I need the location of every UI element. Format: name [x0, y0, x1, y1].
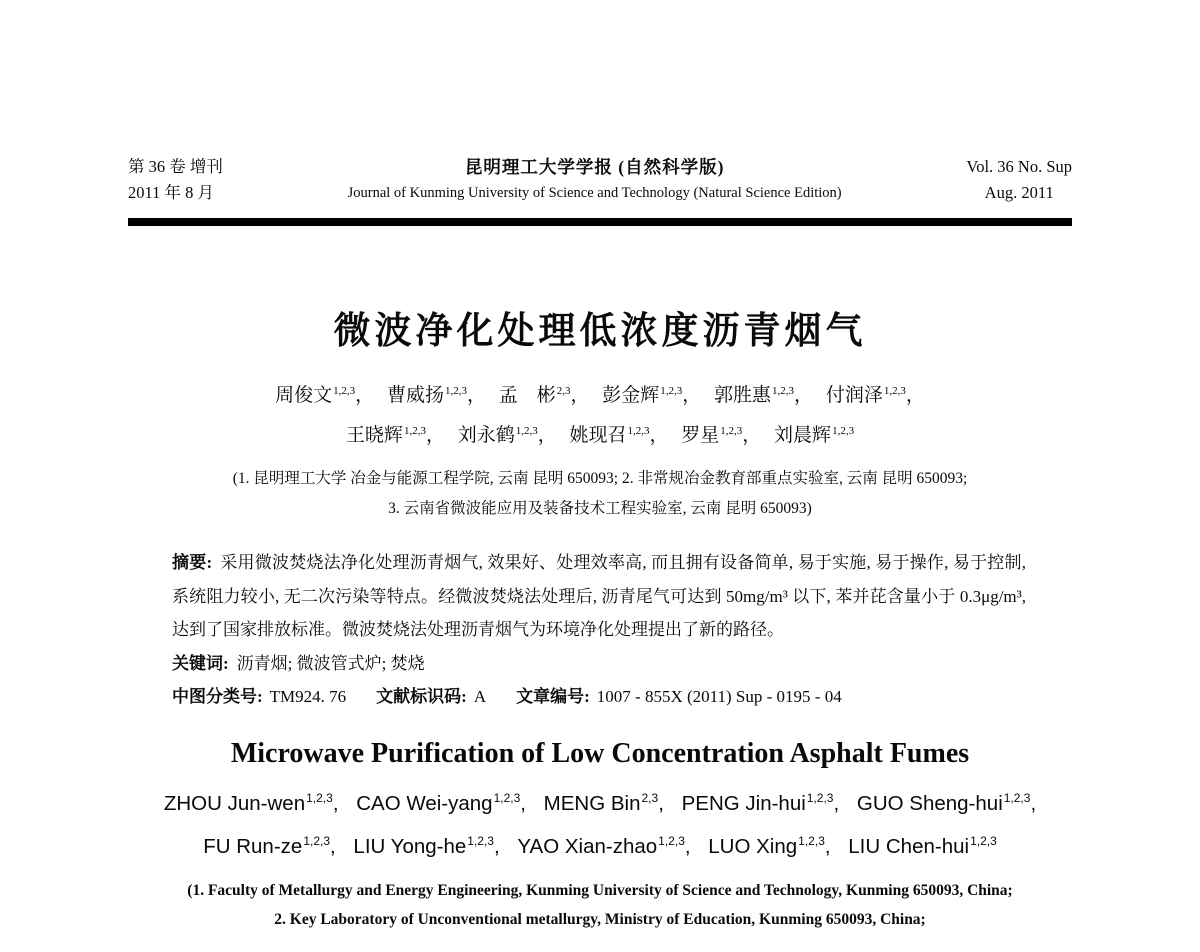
author-separator: ， — [682, 385, 702, 406]
author-separator: ， — [466, 385, 486, 406]
authors-cn — [128, 376, 1072, 456]
author-affiliation-superscript: 1,2,3 — [303, 833, 331, 848]
author-cn — [499, 385, 590, 406]
author-separator: , — [520, 791, 526, 815]
author-cn — [387, 385, 486, 406]
author-name: 王晓辉 — [345, 425, 403, 446]
author-separator: , — [658, 791, 664, 815]
author-affiliation-superscript: 1,2,3 — [832, 424, 855, 437]
abstract-paragraph — [172, 546, 1026, 647]
authors-en-line2 — [128, 825, 1072, 868]
author-en — [682, 792, 840, 815]
affiliation-cn — [128, 464, 1072, 524]
article-id-label: 文章编号: — [516, 687, 590, 706]
article-id-value: 1007 - 855X (2011) Sup - 0195 - 04 — [596, 687, 842, 706]
author-affiliation-superscript: 2,3 — [556, 384, 571, 397]
author-cn — [275, 385, 374, 406]
journal-header — [128, 154, 1072, 206]
author-separator: ， — [355, 385, 375, 406]
author-separator: , — [1030, 791, 1037, 815]
author-name: MENG Bin — [543, 791, 641, 815]
author-name: 彭金辉 — [602, 385, 660, 406]
author-en — [356, 792, 526, 815]
classification-line — [172, 680, 1026, 714]
author-name: CAO Wei-yang — [356, 791, 493, 815]
author-en — [848, 835, 997, 858]
author-en — [517, 835, 690, 858]
author-separator: ， — [425, 425, 445, 446]
author-affiliation-superscript: 1,2,3 — [515, 424, 538, 437]
author-affiliation-superscript: 1,2,3 — [333, 384, 356, 397]
author-en — [544, 792, 664, 815]
author-cn — [826, 385, 925, 406]
author-name: 周俊文 — [275, 385, 333, 406]
author-cn — [681, 425, 761, 446]
author-separator: ， — [742, 425, 762, 446]
author-en — [353, 835, 499, 858]
abstract-text: 采用微波焚烧法净化处理沥青烟气, 效果好、处理效率高, 而且拥有设备简单, 易于实施, 易于操作, 易于控制, 系统阻力较小, 无二次污染等特点。经微波焚烧法处理后, 沥青尾气可达到 50mg/m³ 以下, 苯并芘含量小于 0.3μg/m³, 达到了国家排放标准。微波焚烧法处理沥青烟气为环境净化处理提出了新的路径。 — [172, 553, 1026, 639]
author-affiliation-superscript: 1,2,3 — [493, 790, 521, 805]
clc-label: 中图分类号: — [172, 687, 263, 706]
author-separator: , — [332, 791, 339, 815]
journal-volume-cn: 第 36 卷 增刊 — [128, 157, 223, 176]
abstract-label: 摘要: — [172, 553, 213, 572]
article-title-en: Microwave Purification of Low Concentration Asphalt Fumes — [230, 737, 970, 769]
author-cn — [714, 385, 813, 406]
author-cn — [346, 425, 445, 446]
clc-value: TM924. 76 — [269, 687, 347, 706]
author-name: 郭胜惠 — [714, 385, 772, 406]
affiliation-cn-line1: (1. 昆明理工大学 冶金与能源工程学院, 云南 昆明 650093; 2. 非常规冶金教育部重点实验室, 云南 昆明 650093; — [232, 470, 968, 487]
keywords-label: 关键词: — [172, 653, 229, 673]
author-en — [857, 792, 1036, 815]
author-name: 孟 彬 — [498, 385, 556, 406]
author-name: 曹威扬 — [386, 385, 444, 406]
author-name: 付润泽 — [825, 385, 883, 406]
author-cn — [602, 385, 701, 406]
author-separator: , — [493, 834, 500, 858]
author-en — [203, 835, 336, 858]
author-affiliation-superscript: 2,3 — [641, 790, 659, 805]
author-name: 姚现召 — [569, 425, 627, 446]
journal-volume-en: Vol. 36 No. Sup — [966, 157, 1072, 176]
author-name: LUO Xing — [708, 834, 798, 858]
author-name: LIU Yong-he — [353, 834, 467, 858]
author-affiliation-superscript: 1,2,3 — [772, 384, 795, 397]
authors-cn-line2 — [128, 416, 1072, 456]
author-name: ZHOU Jun-wen — [163, 791, 306, 815]
author-name: PENG Jin-hui — [681, 791, 806, 815]
author-affiliation-superscript: 1,2,3 — [720, 424, 743, 437]
author-affiliation-superscript: 1,2,3 — [1003, 790, 1031, 805]
author-name: 罗星 — [681, 425, 720, 446]
journal-title-block — [223, 154, 967, 206]
abstract-block — [128, 546, 1072, 714]
author-separator: ， — [794, 385, 814, 406]
author-separator: ， — [649, 425, 669, 446]
authors-cn-line1 — [128, 376, 1072, 416]
author-en — [164, 792, 339, 815]
journal-title-en: Journal of Kunming University of Science and Technology (Natural Science Edition) — [347, 185, 842, 201]
author-affiliation-superscript: 1,2,3 — [660, 384, 683, 397]
author-cn — [774, 425, 854, 446]
author-name: YAO Xian-zhao — [517, 834, 658, 858]
author-affiliation-superscript: 1,2,3 — [627, 424, 650, 437]
author-separator: , — [330, 834, 336, 858]
author-affiliation-superscript: 1,2,3 — [306, 790, 333, 805]
author-affiliation-superscript: 1,2,3 — [806, 790, 834, 805]
author-name: 刘永鹤 — [457, 425, 515, 446]
author-affiliation-superscript: 1,2,3 — [883, 384, 906, 397]
affiliation-en — [128, 876, 1072, 934]
author-affiliation-superscript: 1,2,3 — [970, 833, 997, 848]
article-title-cn: 微波净化处理低浓度沥青烟气 — [333, 310, 867, 351]
keywords-line — [172, 647, 1026, 681]
header-rule — [128, 218, 1072, 226]
author-affiliation-superscript: 1,2,3 — [798, 833, 825, 848]
journal-date-en: Aug. 2011 — [984, 183, 1054, 202]
author-separator: ， — [537, 425, 557, 446]
journal-issue-info-cn — [128, 154, 223, 206]
paper-page — [128, 0, 1072, 934]
journal-issue-info-en — [966, 154, 1072, 206]
author-separator: ， — [570, 385, 590, 406]
author-name: FU Run-ze — [203, 834, 303, 858]
authors-en — [128, 782, 1072, 868]
author-name: GUO Sheng-hui — [856, 791, 1003, 815]
author-separator: , — [684, 834, 691, 858]
journal-title-cn: 昆明理工大学学报 (自然科学版) — [464, 157, 725, 177]
affiliation-en-line1: (1. Faculty of Metallurgy and Energy Engineering, Kunming University of Science and Technology, Kunming 650093, China; — [187, 881, 1013, 899]
author-separator: ， — [905, 385, 925, 406]
journal-date-cn: 2011 年 8 月 — [128, 183, 215, 202]
author-en — [708, 835, 830, 858]
author-affiliation-superscript: 1,2,3 — [403, 424, 426, 437]
author-cn — [458, 425, 557, 446]
affiliation-cn-line2: 3. 云南省微波能应用及装备技术工程实验室, 云南 昆明 650093) — [388, 500, 812, 517]
author-affiliation-superscript: 1,2,3 — [467, 833, 494, 848]
author-name: 刘晨辉 — [774, 425, 832, 446]
doc-code-label: 文献标识码: — [376, 687, 467, 706]
author-separator: , — [833, 791, 840, 815]
author-separator: , — [824, 834, 831, 858]
author-name: LIU Chen-hui — [848, 834, 970, 858]
keywords-text: 沥青烟; 微波管式炉; 焚烧 — [236, 653, 425, 673]
authors-en-line1 — [128, 782, 1072, 825]
author-affiliation-superscript: 1,2,3 — [658, 833, 685, 848]
author-affiliation-superscript: 1,2,3 — [444, 384, 467, 397]
affiliation-en-line2: 2. Key Laboratory of Unconventional metallurgy, Ministry of Education, Kunming 650093, China; — [274, 910, 926, 928]
doc-code-value: A — [473, 687, 487, 706]
author-cn — [569, 425, 668, 446]
